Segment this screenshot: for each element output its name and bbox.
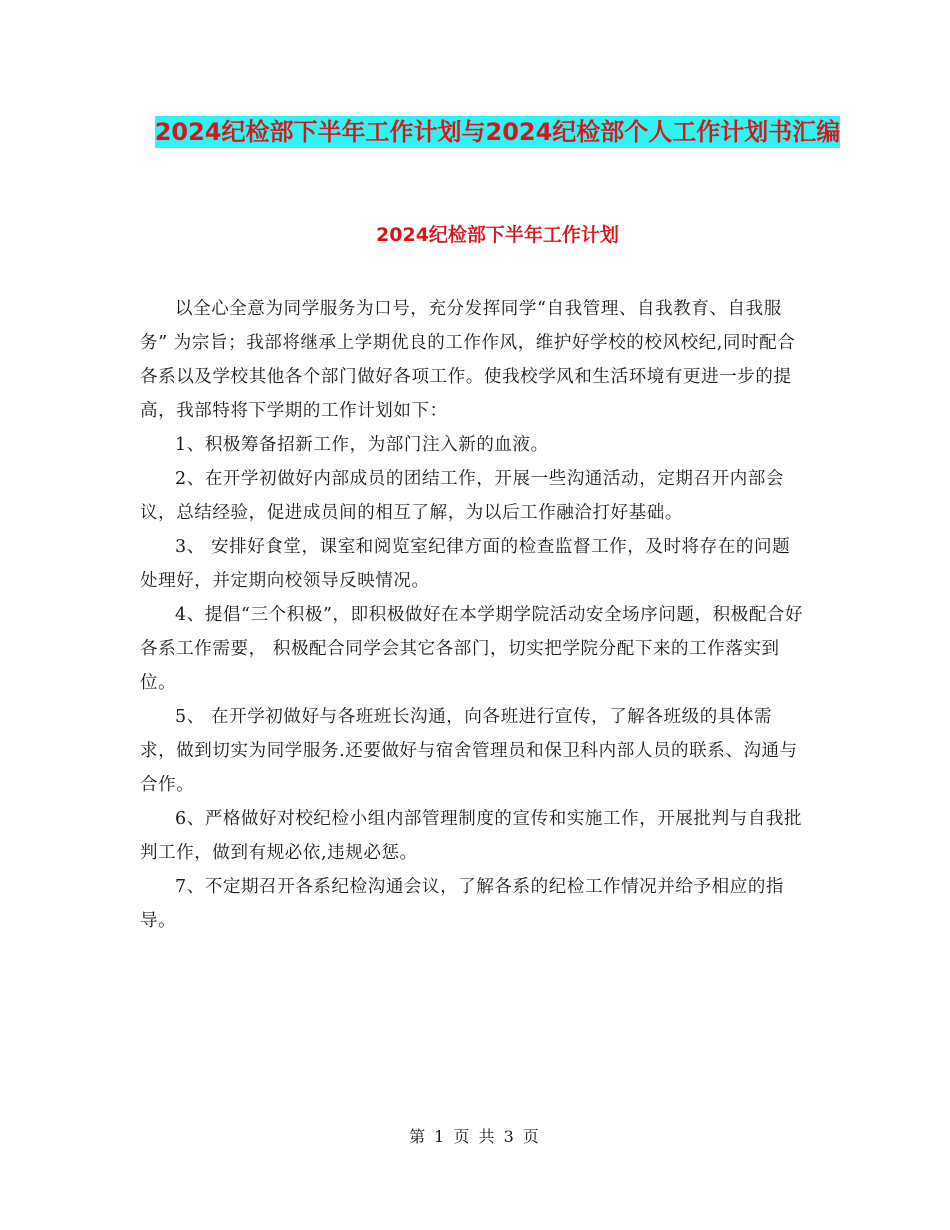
page-number-label: 第 1 页 共 3 页 — [409, 1127, 541, 1146]
plan-item-7: 7、不定期召开各系纪检沟通会议，了解各系的纪检工作情况并给予相应的指导。 — [140, 877, 785, 931]
page-footer — [0, 1124, 950, 1147]
intro-paragraph: 以全心全意为同学服务为口号，充分发挥同学“自我管理、自我教育、自我服务” 为宗旨；我部将继承上学期优良的工作作风，维护好学校的校风校纪,同时配合各系以及学校其他各个部门做好各项工作。使我校学风和生活环境有更进一步的提高，我部特将下学期的工作计划如下： — [140, 299, 796, 421]
plan-item-2: 2、在开学初做好内部成员的团结工作，开展一些沟通活动，定期召开内部会议，总结经验，促进成员间的相互了解，为以后工作融洽打好基础。 — [140, 469, 785, 523]
plan-item-6: 6、严格做好对校纪检小组内部管理制度的宣传和实施工作，开展批判与自我批判工作，做到有规必依,违规必惩。 — [140, 809, 803, 863]
document-title — [140, 110, 855, 154]
document-title-text: 2024纪检部下半年工作计划与2024纪检部个人工作计划书汇编 — [154, 118, 841, 146]
plan-item-4: 4、提倡“三个积极”，即积极做好在本学期学院活动安全场序问题，积极配合好各系工作需要， 积极配合同学会其它各部门，切实把学院分配下来的工作落实到位。 — [140, 605, 804, 693]
section-title: 2024纪检部下半年工作计划 — [376, 224, 619, 246]
document-body — [140, 292, 808, 938]
plan-item-5: 5、 在开学初做好与各班班长沟通，向各班进行宣传，了解各班级的具体需求，做到切实为同学服务.还要做好与宿舍管理员和保卫科内部人员的联系、沟通与合作。 — [140, 707, 798, 795]
plan-item-3: 3、 安排好食堂，课室和阅览室纪律方面的检查监督工作，及时将存在的问题处理好，并定期向校领导反映情况。 — [140, 537, 791, 591]
plan-item-1: 1、积极筹备招新工作，为部门注入新的血液。 — [175, 435, 549, 455]
